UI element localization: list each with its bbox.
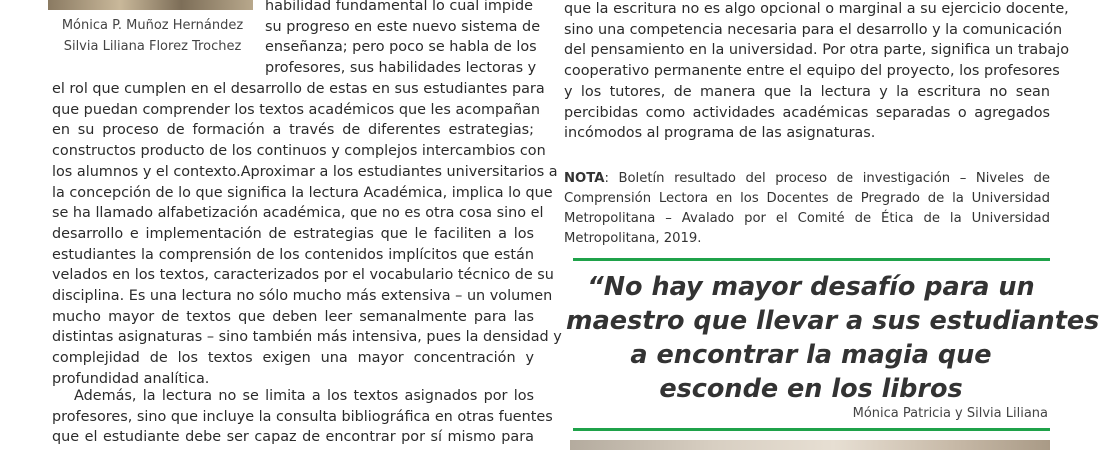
text-line: Además, la lectura no se limita a los textos asignados por los xyxy=(74,388,534,404)
text-line: enseñanza; pero poco se habla de los xyxy=(265,39,537,56)
text-line: cooperativo permanente entre el equipo del proyecto, los profesores xyxy=(564,63,1060,80)
text-line: la concepción de lo que significa la lectura Académica, implica lo que xyxy=(52,184,553,201)
pull-quote xyxy=(566,270,1100,406)
nota-line: Metropolitana, 2019. xyxy=(564,231,702,246)
quote-line: esconde en los libros xyxy=(659,374,963,404)
text-line: el rol que cumplen en el desarrollo de estas en sus estudiantes para xyxy=(52,81,545,97)
photo-caption-name-1: Mónica P. Muñoz Hernández xyxy=(61,18,244,33)
text-line: que el estudiante debe ser capaz de encontrar por sí mismo para xyxy=(52,429,534,446)
text-line: profesores, sino que incluye la consulta bibliográfica en otras fuentes xyxy=(52,408,553,425)
text-line: profesores, sus habilidades lectoras y xyxy=(265,60,537,77)
quote-bottom-rule xyxy=(573,428,1050,431)
text-line: disciplina. Es una lectura no sólo mucho más extensiva – un volumen xyxy=(52,288,553,305)
nota-line-1-text: : Boletín resultado del proceso de investigación – Niveles de xyxy=(604,171,1050,186)
text-line: y los tutores, de manera que la lectura y la escritura no sean xyxy=(564,83,1050,100)
nota-line: Comprensión Lectora en los Docentes de Pregrado de la Universidad xyxy=(564,191,1050,206)
text-line: que puedan comprender los textos académicos que les acompañan xyxy=(52,101,541,118)
text-line: habilidad fundamental lo cual impide xyxy=(265,0,533,14)
nota-label: NOTA xyxy=(564,171,605,186)
right-column-paragraph xyxy=(564,0,1069,144)
text-line: que la escritura no es algo opcional o marginal a su ejercicio docente, xyxy=(564,1,1069,17)
nota-line xyxy=(564,169,1050,189)
text-line: se ha llamado alfabetización académica, que no es otra cosa sino el xyxy=(52,205,544,222)
left-column-paragraph-1 xyxy=(52,79,562,390)
bottom-photo xyxy=(570,440,1050,450)
text-line: desarrollo e implementación de estrategias que le faciliten a los xyxy=(52,225,534,242)
narrow-column-text xyxy=(265,0,541,79)
text-line: sino una competencia necesaria para el desarrollo y la comunicación xyxy=(564,21,1063,38)
text-line: constructos producto de los continuos y complejos intercambios con xyxy=(52,143,546,160)
text-line: incómodos al programa de las asignaturas. xyxy=(564,125,876,142)
nota-block xyxy=(564,169,1050,249)
quote-line: “No hay mayor desafío para un xyxy=(587,272,1035,302)
author-photo xyxy=(48,0,253,10)
text-line: mucho mayor de textos que deben leer semanalmente para las xyxy=(52,308,534,325)
text-line: velados en los textos, caracterizados por el vocabulario técnico de su xyxy=(52,267,554,284)
text-line: complejidad de los textos exigen una mayor concentración y xyxy=(52,350,534,367)
text-line: estudiantes la comprensión de los contenidos implícitos que están xyxy=(52,246,534,263)
quote-top-rule xyxy=(573,258,1050,261)
text-line: percibidas como actividades académicas separadas o agregados xyxy=(564,104,1050,121)
text-line: su progreso en este nuevo sistema de xyxy=(265,18,541,35)
text-line: profundidad analítica. xyxy=(52,370,210,387)
left-column-paragraph-2 xyxy=(52,386,553,448)
text-line: distintas asignaturas – sino también más intensiva, pues la densidad y xyxy=(52,329,562,346)
nota-line: Metropolitana – Avalado por el Comité de Ética de la Universidad xyxy=(564,211,1050,226)
text-line: del pensamiento en la universidad. Por otra parte, significa un trabajo xyxy=(564,42,1069,59)
quote-line: maestro que llevar a sus estudiantes xyxy=(566,306,1100,336)
quote-line: a encontrar la magia que xyxy=(630,340,992,370)
quote-attribution: Mónica Patricia y Silvia Liliana xyxy=(852,406,1048,421)
photo-caption-name-2: Silvia Liliana Florez Trochez xyxy=(63,39,242,54)
text-line: en su proceso de formación a través de diferentes estrategias; xyxy=(52,122,534,139)
text-line: los alumnos y el contexto.Aproximar a los estudiantes universitarios a xyxy=(52,163,558,180)
